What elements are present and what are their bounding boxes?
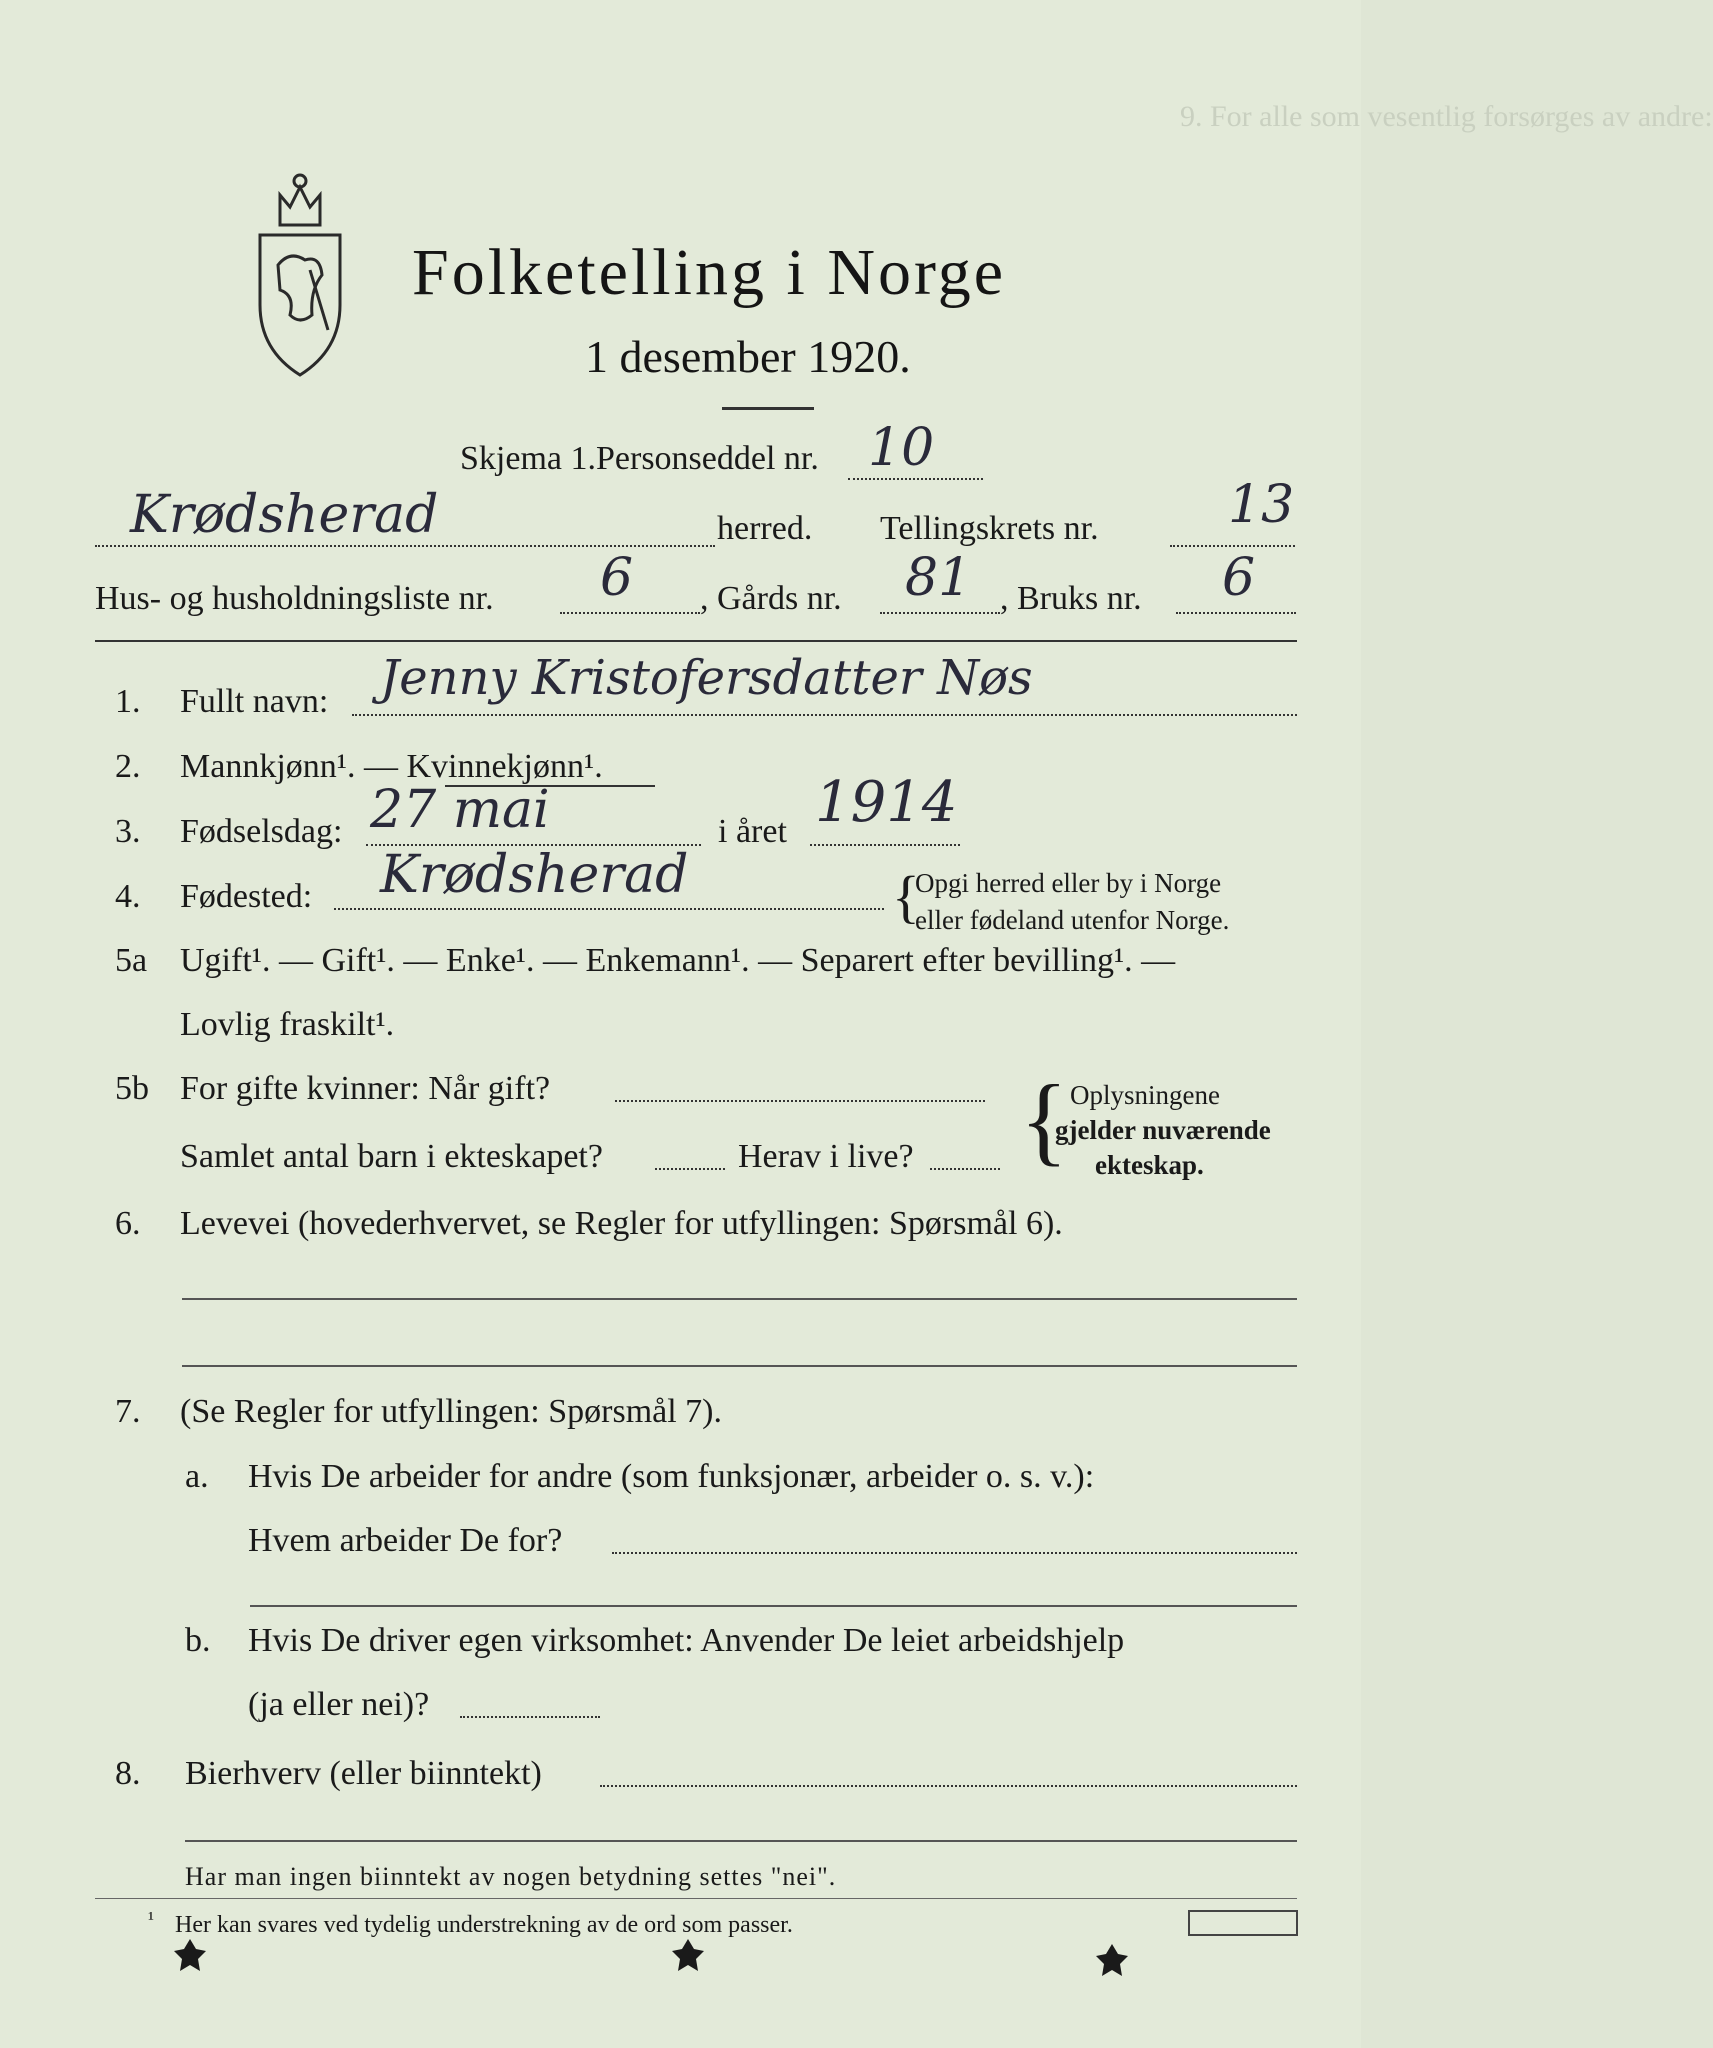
q7b-line <box>460 1716 600 1718</box>
q3-value[interactable]: 27 mai <box>370 780 550 840</box>
q1-label: Fullt navn: <box>180 683 329 720</box>
q4-note-2: eller fødeland utenfor Norge. <box>915 905 1230 935</box>
tellingskrets-line <box>1170 545 1295 547</box>
footnote-mark: ¹ <box>148 1908 154 1930</box>
q5b-married-line <box>615 1100 985 1102</box>
q6-line-1 <box>182 1298 1297 1300</box>
q5b-note-3: ekteskap. <box>1095 1150 1204 1180</box>
q3-number: 3. <box>115 813 141 850</box>
q3-year-line <box>810 844 960 846</box>
q7-label: (Se Regler for utfyllingen: Spørsmål 7). <box>180 1393 723 1430</box>
bruks-line <box>1176 612 1296 614</box>
q4-value[interactable]: Krødsherad <box>380 845 689 905</box>
q5a-label: Ugift¹. — Gift¹. — Enke¹. — Enkemann¹. — Separert efter bevilling¹. — <box>180 942 1176 979</box>
income-note: Har man ingen biinntekt av nogen betydning settes "nei". <box>185 1862 837 1891</box>
q5b-label-2: Samlet antal barn i ekteskapet? <box>180 1138 603 1175</box>
q3-year-label: i året <box>718 813 787 850</box>
printer-stamp <box>1188 1910 1298 1936</box>
personseddel-value[interactable]: 10 <box>868 418 935 478</box>
q1-number: 1. <box>115 683 141 720</box>
q2-label: Mannkjønn¹. — Kvinnekjønn¹. <box>180 748 603 785</box>
q7a-label-2: Hvem arbeider De for? <box>248 1522 563 1559</box>
gards-value[interactable]: 81 <box>905 548 972 608</box>
personseddel-line <box>848 478 983 480</box>
tellingskrets-label: Tellingskrets nr. <box>880 510 1099 547</box>
herred-label: herred. <box>717 510 813 547</box>
q5b-children-line <box>655 1168 725 1170</box>
q7b-label-2: (ja eller nei)? <box>248 1686 430 1723</box>
q3-label: Fødselsdag: <box>180 813 343 850</box>
q5a-label-2: Lovlig fraskilt¹. <box>180 1006 395 1043</box>
q7-number: 7. <box>115 1393 141 1430</box>
tellingskrets-value[interactable]: 13 <box>1228 475 1295 535</box>
q5b-alive-line <box>930 1168 1000 1170</box>
q6-number: 6. <box>115 1205 141 1242</box>
q7b-number: b. <box>185 1622 211 1659</box>
punch-hole-icon <box>668 1935 708 1975</box>
q7a-line-2 <box>250 1605 1297 1607</box>
q3-year-value[interactable]: 1914 <box>815 770 958 835</box>
census-date: 1 desember 1920. <box>585 331 911 382</box>
q1-line <box>352 714 1297 716</box>
q7a-line-1 <box>612 1552 1297 1554</box>
q5b-number: 5b <box>115 1070 149 1107</box>
punch-hole-icon <box>1092 1940 1132 1980</box>
q4-note-1: Opgi herred eller by i Norge <box>915 868 1222 898</box>
q5b-label-3: Herav i live? <box>738 1138 914 1175</box>
q2-number: 2. <box>115 748 141 785</box>
personseddel-label: Personseddel nr. <box>596 440 819 477</box>
q4-line <box>334 908 884 910</box>
q8-number: 8. <box>115 1755 141 1792</box>
q8-line-1 <box>600 1785 1297 1787</box>
q8-label: Bierhverv (eller biinntekt) <box>185 1755 542 1792</box>
header-divider <box>95 640 1297 642</box>
q4-number: 4. <box>115 878 141 915</box>
schema-label: Skjema 1. <box>460 440 596 477</box>
bleed-through-text: 9. For alle som vesentlig forsørges av andre: <box>1180 100 1713 133</box>
footnote: Her kan svares ved tydelig understrekning av de ord som passer. <box>175 1912 793 1938</box>
q8-line-2 <box>185 1840 1297 1842</box>
q5b-note-2: gjelder nuværende <box>1055 1115 1271 1145</box>
q4-label: Fødested: <box>180 878 313 915</box>
herred-line <box>95 545 715 547</box>
q6-label: Levevei (hovederhvervet, se Regler for utfyllingen: Spørsmål 6). <box>180 1205 1063 1242</box>
form-title: Folketelling i Norge <box>412 236 1007 309</box>
q5b-brace: { <box>1020 1064 1068 1175</box>
bruks-label: , Bruks nr. <box>1000 580 1142 617</box>
q5b-note-1: Oplysningene <box>1070 1080 1220 1110</box>
title-divider <box>722 407 814 410</box>
bruks-value[interactable]: 6 <box>1222 548 1256 608</box>
q5a-number: 5a <box>115 942 148 979</box>
hus-value[interactable]: 6 <box>600 548 634 608</box>
q7b-label: Hvis De driver egen virksomhet: Anvender De leiet arbeidshjelp <box>248 1622 1125 1659</box>
footnote-divider <box>95 1898 1297 1899</box>
coat-of-arms-icon <box>250 165 350 380</box>
gards-line <box>880 612 1000 614</box>
q4-brace: { <box>892 864 920 929</box>
hus-label: Hus- og husholdningsliste nr. <box>95 580 494 617</box>
hus-line <box>560 612 700 614</box>
herred-value[interactable]: Krødsherad <box>130 485 439 545</box>
gards-label: , Gårds nr. <box>700 580 842 617</box>
punch-hole-icon <box>170 1935 210 1975</box>
q6-line-2 <box>182 1365 1297 1367</box>
q1-value[interactable]: Jenny Kristofersdatter Nøs <box>380 650 1033 706</box>
q7a-label: Hvis De arbeider for andre (som funksjonær, arbeider o. s. v.): <box>248 1458 1095 1495</box>
q7a-number: a. <box>185 1458 209 1495</box>
q5b-label: For gifte kvinner: Når gift? <box>180 1070 551 1107</box>
